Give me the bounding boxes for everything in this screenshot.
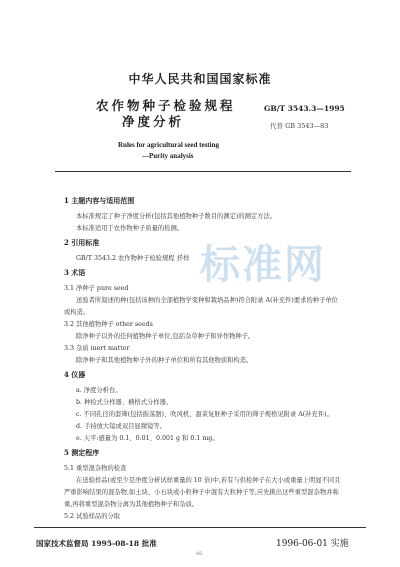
section-5-title: 5 测定程序 xyxy=(64,448,100,457)
document-subtitle: 净度分析 xyxy=(122,114,185,129)
section-5-1-title: 5.1 重型混杂物的检查 xyxy=(64,465,127,472)
term-3-2-definition: 除净种子以外的任何植物种子单位,包括杂草种子和异作物种子。 xyxy=(76,333,255,340)
section-2-paragraph: GB/T 3543.2 农作物种子检验规程 扦样 xyxy=(76,255,190,262)
replaces-note: 代替 GB 3543—83 xyxy=(270,122,329,130)
term-3-3: 3.3 杂质 inert matter xyxy=(64,345,130,352)
approval-date: 国家技术监督局 1995-08-18 批准 xyxy=(36,539,157,548)
implementation-date: 1996-06-01 实施 xyxy=(276,539,349,549)
section-3-title: 3 术语 xyxy=(64,268,86,277)
instrument-c: c. 不同孔径的套筛(包括振荡器)、吹风机、甜菜复胚种子采用的筛子规格见附录 A(补充件)。 xyxy=(76,411,333,418)
watermark-logo: 标准网 xyxy=(200,242,326,288)
term-3-3-definition: 除净种子和其他植物种子外的种子单位和所有其他物质和构造。 xyxy=(76,357,253,364)
english-title: Rules for agricultural seed testing xyxy=(118,141,219,149)
instrument-e: e. 天平:感量为 0.1、0.01、0.001 g 和 0.1 mg。 xyxy=(76,435,219,442)
term-3-1-definition: 送验者所叙述的种(包括该种的全部植物学变种和栽培品种)符合附录 A(补充件)要求的种子单位 xyxy=(76,297,338,304)
section-1-paragraph-1: 本标准规定了种子净度分析(包括其他植物种子数目的测定)的测定方法。 xyxy=(76,213,277,220)
bottom-divider xyxy=(34,527,366,528)
standard-number: GB/T 3543.3—1995 xyxy=(264,104,345,113)
instrument-a: a. 净度分析台。 xyxy=(76,387,122,394)
document-title: 农作物种子检验规程 xyxy=(96,98,236,113)
standard-category-header: 中华人民共和国国家标准 xyxy=(128,72,272,86)
section-4-title: 4 仪器 xyxy=(64,370,86,379)
term-3-2: 3.2 其他植物种子 other seeds xyxy=(64,321,153,328)
term-3-1-definition-cont: 或构造。 xyxy=(64,309,90,316)
instrument-b: b. 种检式分样器、横格式分样器。 xyxy=(76,399,173,406)
section-1-paragraph-2: 本标准适用于农作物种子质量的检测。 xyxy=(76,225,184,232)
english-subtitle: —Purity analysis xyxy=(142,152,194,160)
term-3-1: 3.1 净种子 pure seed xyxy=(64,285,129,292)
section-5-1-text-1: 在送验样品(或至少是净度分析试样重量的 10 倍)中,若有与供检种子在大小或重量上明显不同且 xyxy=(76,477,341,484)
section-2-title: 2 引用标准 xyxy=(64,238,100,247)
section-5-1-text-2: 严重影响结果的混杂物,如土块、小石块或小粒种子中混有大粒种子等,应先挑出这些重型混杂物并称 xyxy=(64,489,339,496)
top-divider xyxy=(55,171,351,172)
instrument-d: d. 手持放大镜或双目显微镜等。 xyxy=(76,423,166,430)
section-1-title: 1 主题内容与适用范围 xyxy=(64,196,135,205)
section-5-2-title: 5.2 试验样品的分取 xyxy=(64,513,121,520)
section-5-1-text-3: 重,再将重型混杂物分离为其他植物种子和杂质。 xyxy=(64,501,199,508)
page-number: 86 xyxy=(196,551,203,557)
